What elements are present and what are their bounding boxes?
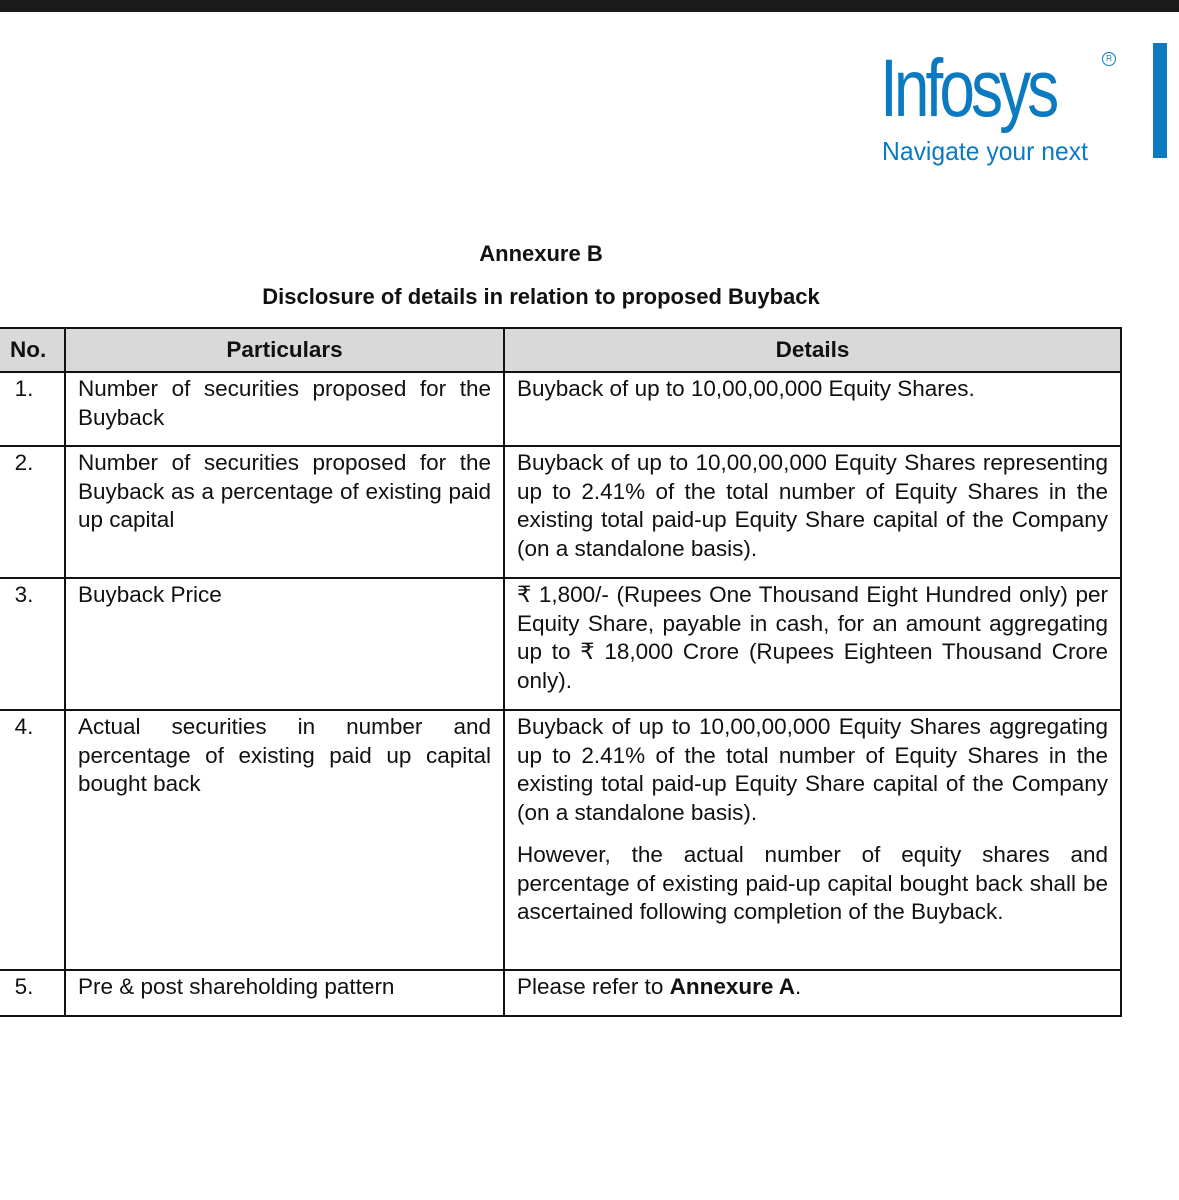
- details-paragraph: However, the actual number of equity shares and percentage of existing paid-up capital bought back shall be ascertained following completion of the Buyback.: [517, 842, 1108, 924]
- row-details: [504, 970, 1121, 1016]
- disclosure-title: Disclosure of details in relation to proposed Buyback: [262, 284, 820, 309]
- row-number: 2.: [0, 446, 65, 578]
- table-row: [0, 970, 1121, 1016]
- details-paragraph: Buyback of up to 10,00,00,000 Equity Shares aggregating up to 2.41% of the total number of Equity Shares in the existing total paid-up Equity Share capital of the Company (on a standalone basis).: [517, 714, 1108, 825]
- table-row: [0, 578, 1121, 710]
- details-prefix: Please refer to: [517, 974, 670, 999]
- top-bar: [0, 0, 1179, 12]
- row-number: 4.: [0, 710, 65, 970]
- table-header-row: [0, 328, 1121, 372]
- logo-wordmark: Infosys: [880, 43, 1056, 134]
- row-details: [504, 710, 1121, 970]
- logo-accent-bar: [1153, 43, 1167, 158]
- annexure-title: Annexure B: [479, 241, 603, 266]
- table-row: [0, 372, 1121, 446]
- row-details: [504, 446, 1121, 578]
- header-no: No.: [0, 328, 65, 372]
- row-particulars: Pre & post shareholding pattern: [65, 970, 504, 1016]
- registered-mark: R: [1102, 52, 1116, 66]
- buyback-disclosure-table: [0, 327, 1122, 1017]
- row-particulars: Number of securities proposed for the Buyback: [65, 372, 504, 446]
- details-suffix: .: [795, 974, 802, 999]
- logo-tagline: Navigate your next: [882, 136, 1088, 166]
- header-particulars: Particulars: [65, 328, 504, 372]
- header-details: Details: [504, 328, 1121, 372]
- row-number: 1.: [0, 372, 65, 446]
- row-particulars: Buyback Price: [65, 578, 504, 710]
- details-paragraph: Buyback of up to 10,00,00,000 Equity Shares representing up to 2.41% of the total number of Equity Shares in the existing total paid-up Equity Share capital of the Company (on a standalone basis).: [517, 450, 1108, 561]
- row-details: [504, 578, 1121, 710]
- row-particulars: Number of securities proposed for the Buyback as a percentage of existing paid up capital: [65, 446, 504, 578]
- row-number: 3.: [0, 578, 65, 710]
- table-row: [0, 710, 1121, 970]
- row-number: 5.: [0, 970, 65, 1016]
- row-particulars: Actual securities in number and percentage of existing paid up capital bought back: [65, 710, 504, 970]
- row-details: [504, 372, 1121, 446]
- infosys-logo: [880, 44, 1120, 174]
- table-row: [0, 446, 1121, 578]
- annexure-a-reference: Annexure A: [669, 974, 796, 999]
- details-paragraph: Buyback of up to 10,00,00,000 Equity Shares.: [517, 376, 975, 401]
- details-paragraph: ₹ 1,800/- (Rupees One Thousand Eight Hundred only) per Equity Share, payable in cash, for an amount aggregating up to ₹ 18,000 Crore (Rupees Eighteen Thousand Crore only).: [517, 582, 1108, 693]
